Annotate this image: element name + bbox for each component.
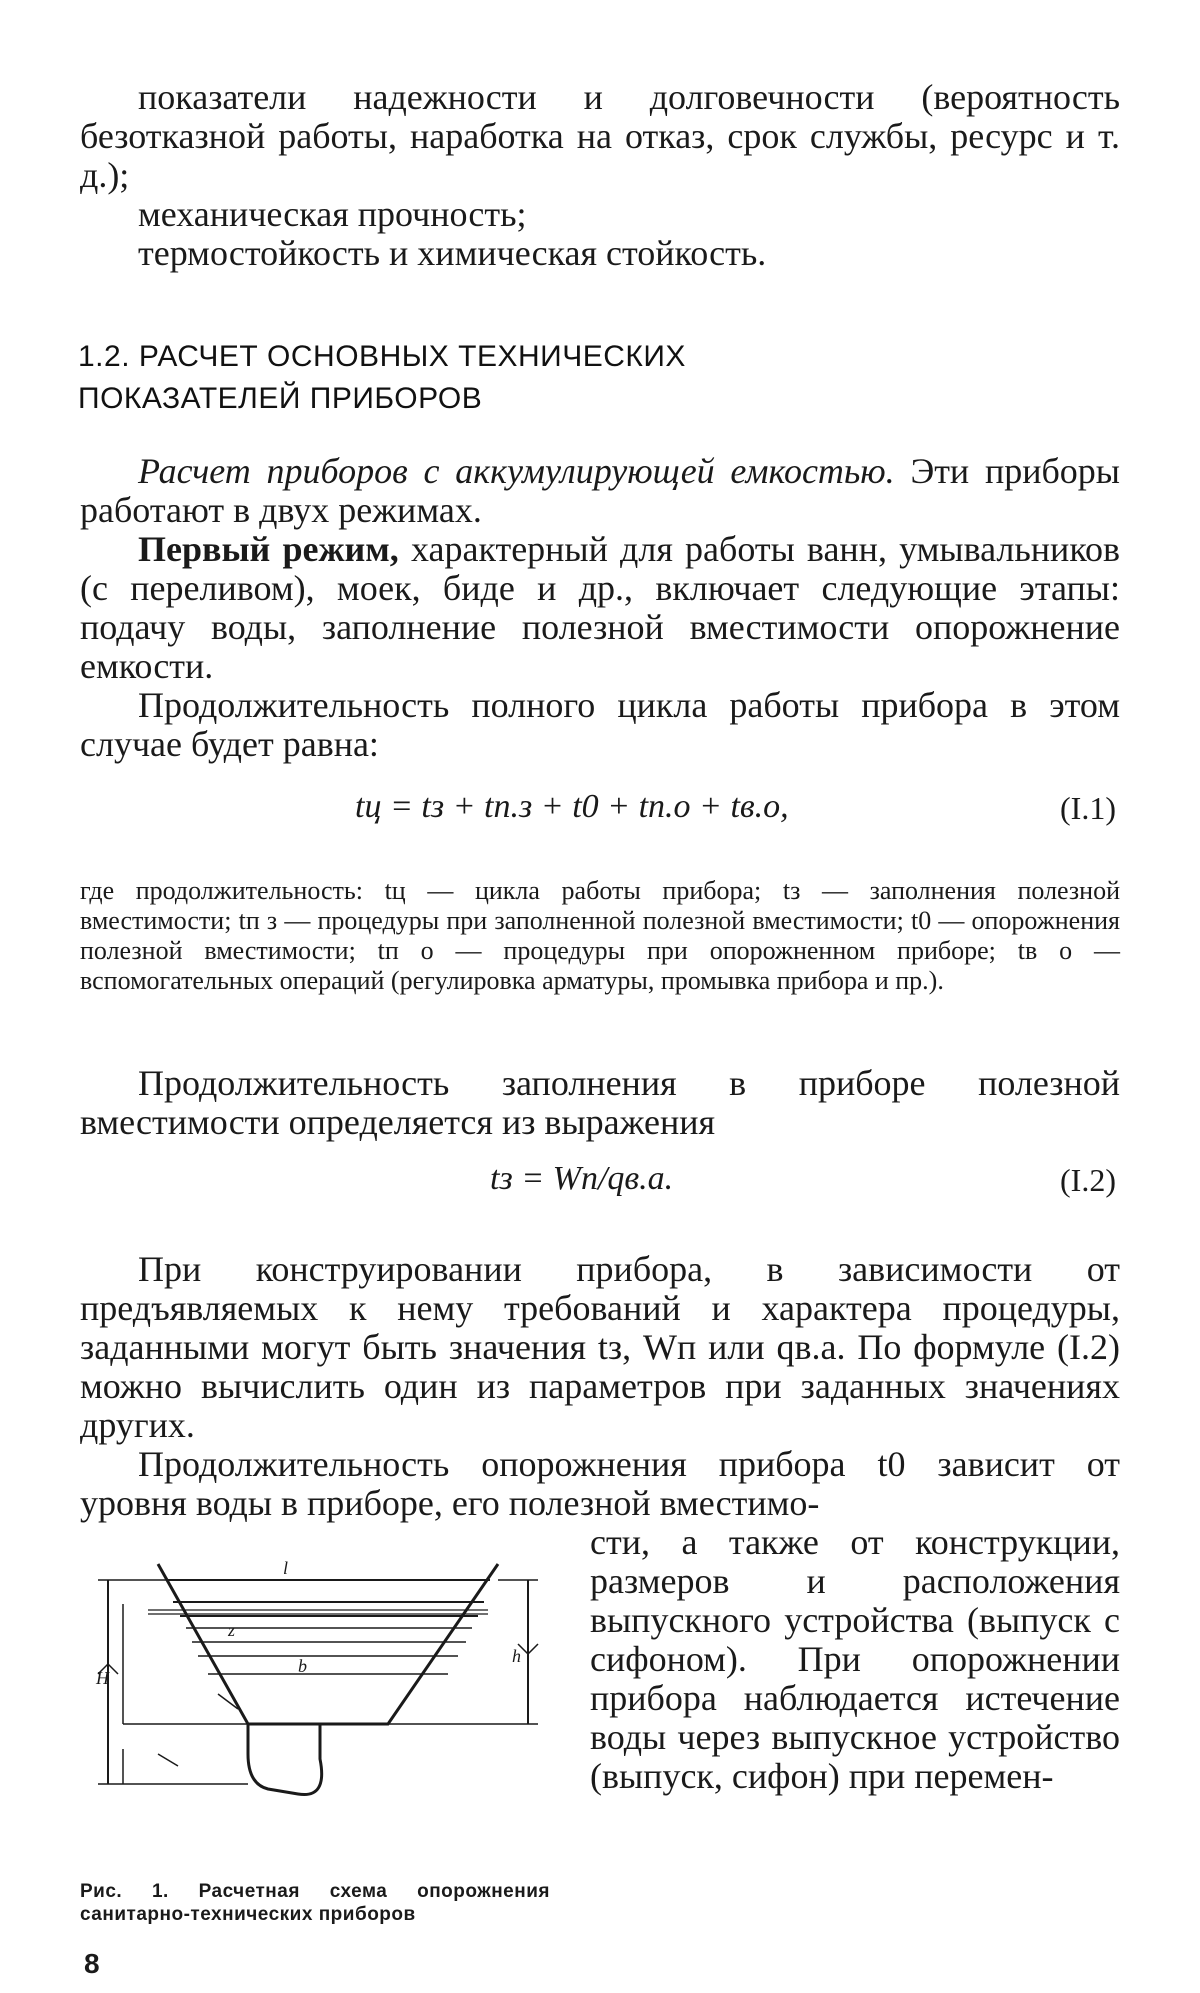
section-heading-line2: ПОКАЗАТЕЛЕЙ ПРИБОРОВ [78,382,483,415]
section-heading-line1: 1.2. РАСЧЕТ ОСНОВНЫХ ТЕХНИЧЕСКИХ [78,340,686,373]
page-number: 8 [84,1948,100,1979]
where-explanation: где продолжительность: tц — цикла работы прибора; tз — заполнения полезной вместимости; tп з — процедуры при заполненной полезной вместимости; t0 — опорожнения полезной вместимости; tп о — процедуры при опорожненном приборе; tв о — вспомогательных операций (регулировка арматуры, промывка прибора и пр.). [80,876,1120,995]
label-l: l [283,1558,289,1578]
outlet-pipe [248,1724,322,1795]
section-heading [78,336,686,420]
paragraph-fill-duration: Продолжительность заполнения в приборе полезной вместимости определяется из выражения [80,1063,1120,1142]
paragraph-design: При конструировании прибора, в зависимости от предъявляемых к нему требований и характера процедуры, заданными могут быть значения tз, Wп или qв.а. По формуле (I.2) можно вычислить один из параметров при заданных значениях других. [80,1249,1120,1445]
label-z: z [228,1620,236,1640]
paragraph-cycle-duration: Продолжительность полного цикла работы прибора в этом случае будет равна: [80,685,1120,764]
label-h2: h [512,1646,521,1666]
equation-2: tз = Wп/qв.а. [490,1160,674,1197]
list-item-resistance: термостойкость и химическая стойкость. [138,233,767,273]
paragraph-emptying-continued: сти, а также от конструкции, размеров и расположения выпускного устройства (выпуск с сифоном). При опорожнении прибора наблюдается истечение воды через выпускное устройство (выпуск, сифон) при перемен- [590,1522,1120,1796]
paragraph-first-mode [80,530,1120,686]
equation-1-number: (I.1) [1060,790,1116,826]
paragraph-accumulating-italic: Расчет приборов с аккумулирующей емкостью. [138,451,895,491]
equation-1: tц = tз + tп.з + t0 + tп.о + tв.о, [355,788,789,825]
label-b: b [298,1656,307,1676]
paragraph-accumulating-intro [80,452,1120,530]
list-item-reliability: показатели надежности и долговечности (вероятность безотказной работы, наработка на отказ, срок службы, ресурс и т. д.); [80,77,1120,195]
figure-caption: Рис. 1. Расчетная схема опорожнения санитарно-технических приборов [80,1881,550,1925]
vessel-outline [158,1564,498,1724]
first-mode-rest: характерный для работы ванн, умывальников (с переливом), моек, биде и др., включает следующие этапы: подачу воды, заполнение полезной вместимости опорожнение емкости. [80,529,1120,686]
figure-emptying-scheme [88,1544,558,1864]
paragraph-accumulating-rest: Эти приборы работают в двух режимах. [80,451,1120,530]
equation-2-number: (I.2) [1060,1162,1116,1198]
first-mode-bold: Первый режим, [138,529,399,569]
list-item-strength: механическая прочность; [138,194,527,234]
paragraph-emptying-start: Продолжительность опорожнения прибора t0 зависит от уровня воды в приборе, его полезной вместимо- [80,1444,1120,1523]
emptying-scheme-drawing [88,1544,558,1864]
label-h: H [96,1668,109,1688]
